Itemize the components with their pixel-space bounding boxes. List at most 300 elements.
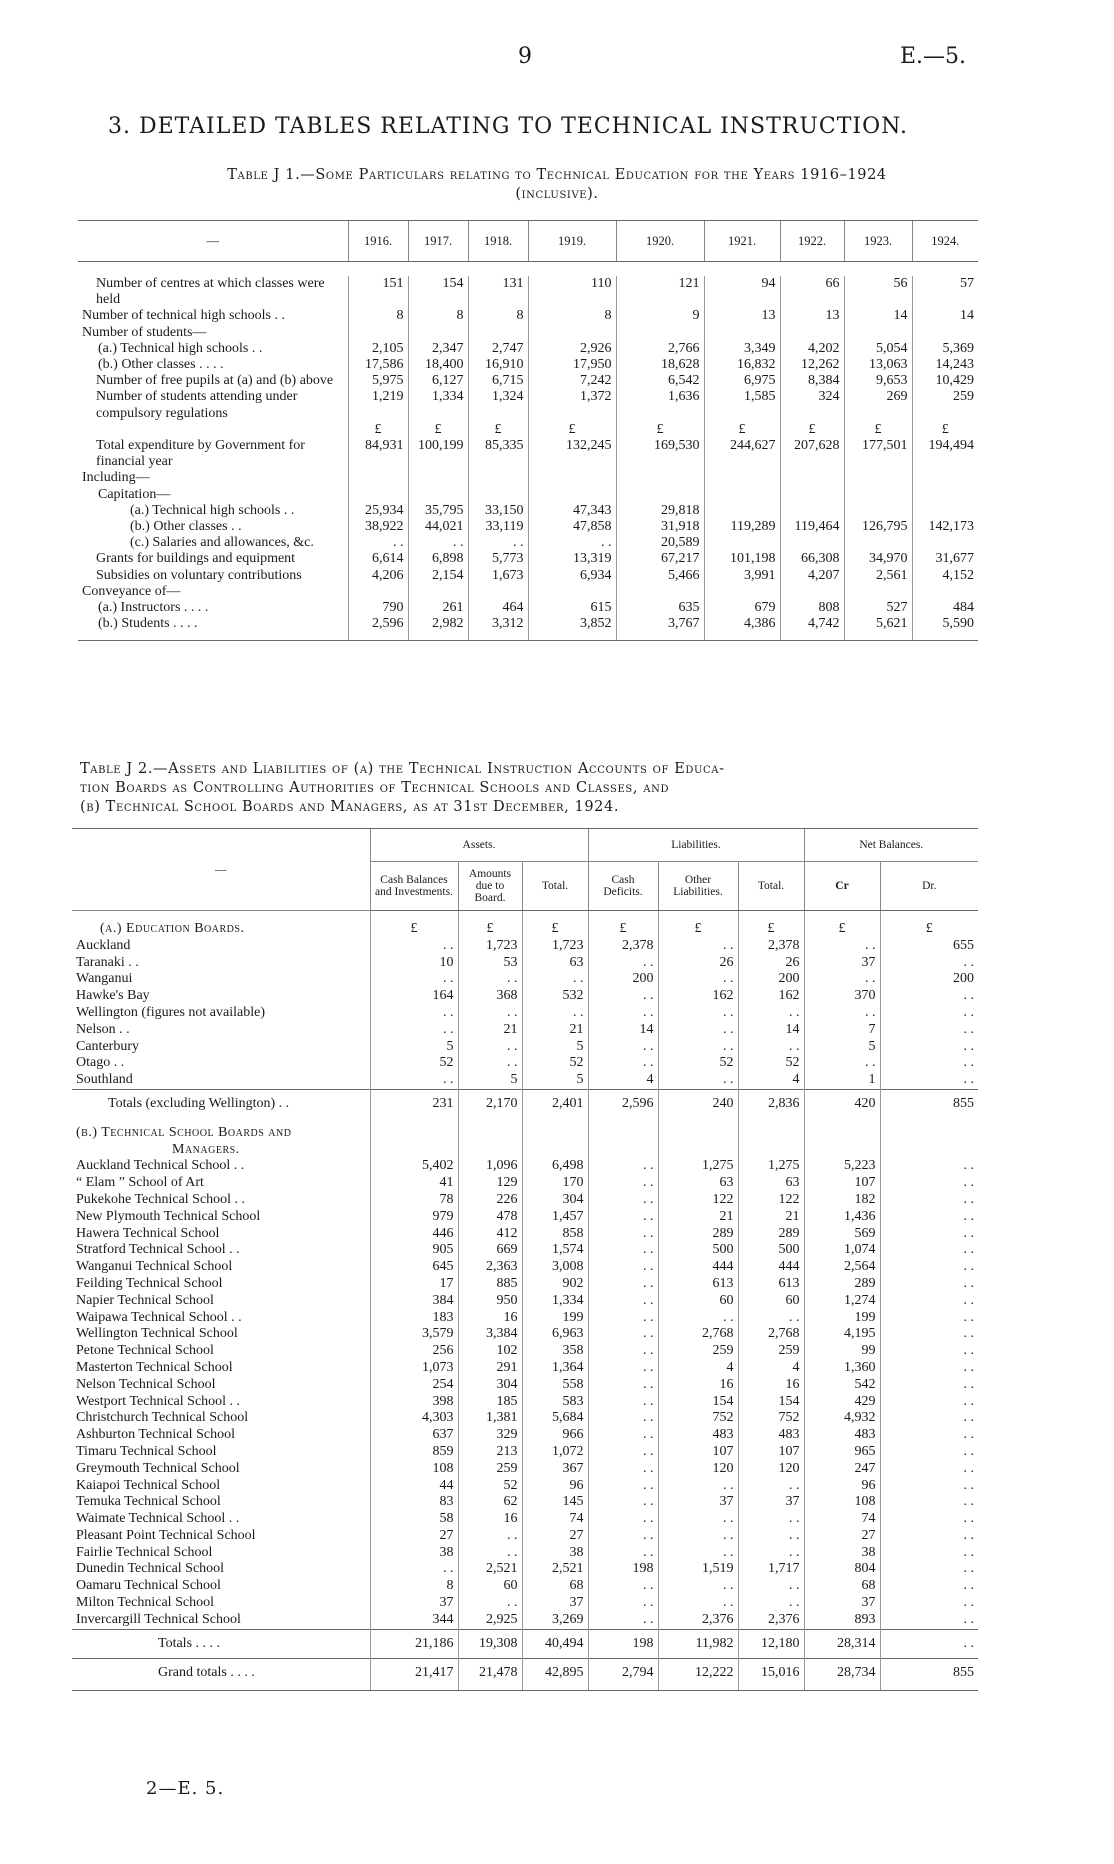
empty-cell (348, 487, 408, 503)
data-cell: 198 (588, 1629, 658, 1659)
data-cell: 21 (658, 1209, 738, 1226)
data-cell: 110 (528, 276, 616, 308)
empty-cell (704, 325, 780, 341)
pound-sign: £ (738, 911, 804, 938)
row-label: Auckland (76, 937, 131, 953)
data-cell: . . (458, 1595, 522, 1612)
data-cell: 84,931 (348, 438, 408, 470)
table-row (72, 1612, 978, 1629)
data-cell: . . (588, 1158, 658, 1175)
data-cell: 269 (844, 389, 912, 421)
pound-sign: £ (522, 911, 588, 938)
data-cell: 858 (522, 1226, 588, 1243)
data-cell: 169,530 (616, 438, 704, 470)
data-cell: . . (458, 1039, 522, 1056)
data-cell: 120 (658, 1461, 738, 1478)
section-a-title: (a.) Education Boards. (100, 921, 245, 936)
data-cell: 859 (370, 1444, 458, 1461)
data-cell: 329 (458, 1427, 522, 1444)
data-cell: . . (588, 1478, 658, 1495)
data-cell: . . (458, 1005, 522, 1022)
data-cell: 121 (616, 276, 704, 308)
table-j1-caption-line2: (inclusive). (515, 186, 599, 202)
data-cell: . . (658, 1072, 738, 1089)
data-cell: . . (658, 1578, 738, 1595)
data-cell: . . (880, 1175, 978, 1192)
data-cell: 1,372 (528, 389, 616, 421)
data-cell: 1,219 (348, 389, 408, 421)
data-cell: 9,653 (844, 373, 912, 389)
data-cell: 99 (804, 1343, 880, 1360)
data-cell: 259 (738, 1343, 804, 1360)
data-cell: 429 (804, 1394, 880, 1411)
col-header-cash-balances: Cash Balances and Investments. (370, 862, 458, 911)
row-label: (b.) Other classes . . . . (98, 357, 224, 373)
table-row (72, 1242, 978, 1259)
data-cell: 1,275 (658, 1158, 738, 1175)
data-cell: 11,982 (658, 1629, 738, 1659)
row-label: Taranaki . . (76, 954, 139, 970)
row-label: Capitation— (98, 486, 171, 502)
data-cell: 261 (408, 600, 468, 616)
data-cell: 16,832 (704, 357, 780, 373)
data-cell: 2,982 (408, 616, 468, 641)
year-header: 1922. (780, 221, 844, 262)
row-label: Hawke's Bay (76, 988, 150, 1004)
data-cell: . . (348, 535, 408, 551)
data-cell: 2,836 (738, 1089, 804, 1118)
data-cell: . . (588, 1427, 658, 1444)
year-header: 1923. (844, 221, 912, 262)
row-label: Wellington (figures not available) (76, 1004, 265, 1020)
table-row (78, 584, 978, 600)
data-cell: 8 (408, 308, 468, 324)
data-cell: 4,152 (912, 568, 978, 584)
empty-cell (348, 584, 408, 600)
data-cell: . . (738, 1528, 804, 1545)
data-cell: 12,262 (780, 357, 844, 373)
data-cell: 5,223 (804, 1158, 880, 1175)
data-cell: 398 (370, 1394, 458, 1411)
data-cell: 4 (738, 1360, 804, 1377)
table-j2-caption-line1: Table J 2.—Assets and Liabilities of (a) the Technical Instruction Accounts of Educa- (80, 761, 725, 777)
data-cell: . . (588, 1039, 658, 1056)
data-cell: . . (458, 971, 522, 988)
data-cell: 2,564 (804, 1259, 880, 1276)
data-cell: 1 (804, 1072, 880, 1089)
data-cell: 52 (738, 1055, 804, 1072)
data-cell: 6,715 (468, 373, 528, 389)
data-cell: 10 (370, 955, 458, 972)
data-cell: 94 (704, 276, 780, 308)
data-cell: . . (880, 1209, 978, 1226)
data-cell: 17 (370, 1276, 458, 1293)
data-cell: 14 (912, 308, 978, 324)
data-cell: . . (658, 1595, 738, 1612)
data-cell: 47,343 (528, 503, 616, 519)
table-row (72, 1360, 978, 1377)
data-cell: . . (880, 1192, 978, 1209)
data-cell: 6,898 (408, 551, 468, 567)
data-cell: 752 (738, 1410, 804, 1427)
table-row (78, 373, 978, 389)
data-cell: . . (880, 1259, 978, 1276)
table-j2-caption (80, 760, 980, 817)
currency-row (72, 911, 978, 938)
empty-cell (844, 325, 912, 341)
data-cell: 68 (522, 1578, 588, 1595)
data-cell: 3,312 (468, 616, 528, 641)
data-cell: 63 (738, 1175, 804, 1192)
data-cell: 1,334 (408, 389, 468, 421)
data-cell: 44,021 (408, 519, 468, 535)
data-cell: 542 (804, 1377, 880, 1394)
data-cell: 368 (458, 988, 522, 1005)
data-cell: 151 (348, 276, 408, 308)
data-cell: 3,767 (616, 616, 704, 641)
data-cell: 4,303 (370, 1410, 458, 1427)
data-cell: 33,150 (468, 503, 528, 519)
table-row (72, 1226, 978, 1243)
data-cell: 27 (522, 1528, 588, 1545)
data-cell: . . (880, 1528, 978, 1545)
data-cell: 254 (370, 1377, 458, 1394)
data-cell: 6,498 (522, 1158, 588, 1175)
page-code: E.—5. (900, 44, 967, 69)
row-label: (a.) Technical high schools . . (98, 340, 263, 356)
data-cell: 2,596 (348, 616, 408, 641)
data-cell: . . (880, 1461, 978, 1478)
data-cell: 289 (804, 1276, 880, 1293)
pound-sign: £ (844, 422, 912, 438)
data-cell: 259 (912, 389, 978, 421)
data-cell: . . (880, 1293, 978, 1310)
data-cell: 107 (804, 1175, 880, 1192)
data-cell: 52 (658, 1055, 738, 1072)
data-cell: 16 (738, 1377, 804, 1394)
data-cell: 28,734 (804, 1659, 880, 1691)
data-cell: 37 (522, 1595, 588, 1612)
data-cell: 5 (370, 1039, 458, 1056)
data-cell: 244,627 (704, 438, 780, 470)
row-label: Including— (82, 470, 150, 486)
data-cell: 26 (658, 955, 738, 972)
pound-sign: £ (458, 911, 522, 938)
empty-cell (780, 470, 844, 486)
row-label: Pukekohe Technical School . . (76, 1191, 246, 1207)
data-cell: 1,073 (370, 1360, 458, 1377)
data-cell: 162 (738, 988, 804, 1005)
table-row (72, 1022, 978, 1039)
data-cell: 107 (658, 1444, 738, 1461)
data-cell: 583 (522, 1394, 588, 1411)
empty-cell (880, 1142, 978, 1159)
table-row (72, 1005, 978, 1022)
data-cell: 7 (804, 1022, 880, 1039)
table-row (72, 1394, 978, 1411)
table-j1-caption (0, 166, 1114, 204)
data-cell: 4,206 (348, 568, 408, 584)
data-cell: 66 (780, 276, 844, 308)
data-cell: . . (658, 1478, 738, 1495)
empty-cell (704, 470, 780, 486)
empty-cell (780, 584, 844, 600)
table-row (72, 938, 978, 955)
data-cell: 4 (658, 1360, 738, 1377)
data-cell: 96 (804, 1478, 880, 1495)
data-cell: 1,274 (804, 1293, 880, 1310)
data-cell: 5 (458, 1072, 522, 1089)
data-cell: 483 (658, 1427, 738, 1444)
data-cell: 131 (468, 276, 528, 308)
row-label: Wanganui Technical School (76, 1259, 233, 1275)
data-cell: 5,684 (522, 1410, 588, 1427)
data-cell: . . (880, 1444, 978, 1461)
col-header-assets-total: Total. (522, 862, 588, 911)
empty-cell (704, 584, 780, 600)
table-j1-dash-header: — (78, 221, 348, 262)
data-cell: 58 (370, 1511, 458, 1528)
data-cell: 16 (458, 1310, 522, 1327)
empty-cell (804, 1119, 880, 1142)
pound-sign: £ (880, 911, 978, 938)
data-cell: . . (738, 1005, 804, 1022)
data-cell: 170 (522, 1175, 588, 1192)
data-cell: 66,308 (780, 551, 844, 567)
empty-cell (780, 325, 844, 341)
data-cell: 5,773 (468, 551, 528, 567)
data-cell: . . (588, 1394, 658, 1411)
data-cell: 6,614 (348, 551, 408, 567)
data-cell: 200 (588, 971, 658, 988)
assets-header: Assets. (370, 829, 588, 862)
pound-sign: £ (616, 422, 704, 438)
table-row (72, 1461, 978, 1478)
data-cell: . . (880, 1343, 978, 1360)
empty-cell (522, 1119, 588, 1142)
empty-cell (348, 470, 408, 486)
data-cell: . . (588, 1343, 658, 1360)
data-cell: 44 (370, 1478, 458, 1495)
data-cell: 613 (738, 1276, 804, 1293)
data-cell: . . (588, 1461, 658, 1478)
pound-sign: £ (804, 911, 880, 938)
table-row (72, 1055, 978, 1072)
empty-cell (528, 584, 616, 600)
data-cell: . . (458, 1528, 522, 1545)
row-label: Wellington Technical School (76, 1326, 238, 1342)
data-cell: 2,596 (588, 1089, 658, 1118)
year-header: 1920. (616, 221, 704, 262)
data-cell: . . (658, 971, 738, 988)
data-cell: 7,242 (528, 373, 616, 389)
data-cell: 60 (458, 1578, 522, 1595)
data-cell: . . (738, 1545, 804, 1562)
data-cell: . . (658, 1511, 738, 1528)
data-cell: 2,378 (588, 938, 658, 955)
data-cell: . . (588, 1360, 658, 1377)
data-cell: 500 (738, 1242, 804, 1259)
table-row (72, 1209, 978, 1226)
empty-cell (528, 470, 616, 486)
data-cell: . . (408, 535, 468, 551)
data-cell: 464 (468, 600, 528, 616)
section-b-title: (b.) Technical School Boards and (76, 1124, 292, 1140)
combined-data-cell: 126,795 (844, 503, 912, 552)
col-header-cr: Cr (804, 862, 880, 911)
row-label: Totals . . . . (72, 1629, 370, 1659)
data-cell: 37 (738, 1494, 804, 1511)
row-label: Number of free pupils at (a) and (b) above (96, 373, 334, 389)
row-label: Masterton Technical School (76, 1359, 233, 1375)
data-cell: 8,384 (780, 373, 844, 389)
data-cell: . . (588, 1578, 658, 1595)
row-label: Conveyance of— (82, 583, 181, 599)
data-cell: 855 (880, 1659, 978, 1691)
data-cell: 752 (658, 1410, 738, 1427)
data-cell: . . (880, 1410, 978, 1427)
data-cell: 2,521 (458, 1561, 522, 1578)
data-cell: 231 (370, 1089, 458, 1118)
data-cell: 532 (522, 988, 588, 1005)
data-cell: . . (588, 1005, 658, 1022)
data-cell: 637 (370, 1427, 458, 1444)
data-cell: 966 (522, 1427, 588, 1444)
table-j2-group-header-row (72, 829, 978, 862)
empty-cell (408, 470, 468, 486)
data-cell: 35,795 (408, 503, 468, 519)
data-cell: 6,127 (408, 373, 468, 389)
data-cell: 52 (458, 1478, 522, 1495)
spacer-row (78, 262, 978, 277)
data-cell: . . (880, 1511, 978, 1528)
data-cell: 4 (738, 1072, 804, 1089)
data-cell: 5,975 (348, 373, 408, 389)
data-cell: 9 (616, 308, 704, 324)
empty-cell (844, 487, 912, 503)
data-cell: . . (588, 1209, 658, 1226)
data-cell: 569 (804, 1226, 880, 1243)
data-cell: 13,063 (844, 357, 912, 373)
data-cell: 199 (804, 1310, 880, 1327)
empty-cell (780, 487, 844, 503)
data-cell: 2,347 (408, 341, 468, 357)
data-cell: . . (658, 1039, 738, 1056)
row-label: Kaiapoi Technical School (76, 1477, 221, 1493)
year-header: 1916. (348, 221, 408, 262)
data-cell: 2,105 (348, 341, 408, 357)
data-cell: 25,934 (348, 503, 408, 519)
data-cell: 1,360 (804, 1360, 880, 1377)
data-cell: 1,436 (804, 1209, 880, 1226)
combined-data-cell: 119,464 (780, 503, 844, 552)
data-cell: 154 (408, 276, 468, 308)
data-cell: 16,910 (468, 357, 528, 373)
data-cell: 13 (780, 308, 844, 324)
data-cell: . . (370, 971, 458, 988)
page-number: 9 (518, 44, 532, 69)
data-cell: . . (880, 1494, 978, 1511)
data-cell: 1,723 (458, 938, 522, 955)
row-label: Nelson . . (76, 1021, 130, 1037)
row-label: (a.) Technical high schools . . (130, 502, 295, 518)
data-cell: 635 (616, 600, 704, 616)
data-cell: 213 (458, 1444, 522, 1461)
data-cell: 52 (370, 1055, 458, 1072)
data-cell: . . (588, 988, 658, 1005)
table-row (72, 1175, 978, 1192)
row-label: Number of technical high schools . . (82, 308, 285, 324)
data-cell: . . (880, 1394, 978, 1411)
empty-cell (408, 487, 468, 503)
table-j1-caption-line1: Table J 1.—Some Particulars relating to Technical Education for the Years 1916–1924 (227, 167, 887, 183)
data-cell: 21 (738, 1209, 804, 1226)
totals-row (72, 1629, 978, 1659)
data-cell: 5,590 (912, 616, 978, 641)
data-cell: . . (880, 1612, 978, 1629)
data-cell: 902 (522, 1276, 588, 1293)
data-cell: 645 (370, 1259, 458, 1276)
data-cell: 4,932 (804, 1410, 880, 1427)
data-cell: . . (880, 955, 978, 972)
table-row (72, 1326, 978, 1343)
pound-sign: £ (468, 422, 528, 438)
data-cell: 1,723 (522, 938, 588, 955)
data-cell: 74 (804, 1511, 880, 1528)
data-cell: 101,198 (704, 551, 780, 567)
row-label: Southland (76, 1072, 133, 1088)
row-label: Nelson Technical School (76, 1376, 216, 1392)
data-cell: 41 (370, 1175, 458, 1192)
pound-sign: £ (370, 911, 458, 938)
data-cell: 13 (704, 308, 780, 324)
data-cell: 3,349 (704, 341, 780, 357)
data-cell: 199 (522, 1310, 588, 1327)
empty-cell (912, 325, 978, 341)
data-cell: 200 (880, 971, 978, 988)
data-cell: . . (738, 1595, 804, 1612)
table-j2 (72, 828, 978, 1691)
row-label: Subsidies on voluntary contributions (96, 567, 302, 583)
table-row (72, 1511, 978, 1528)
data-cell: 2,170 (458, 1089, 522, 1118)
data-cell: 182 (804, 1192, 880, 1209)
data-cell: 3,991 (704, 568, 780, 584)
pound-sign: £ (780, 422, 844, 438)
data-cell: 42,895 (522, 1659, 588, 1691)
row-label: Greymouth Technical School (76, 1460, 240, 1476)
data-cell: . . (880, 1022, 978, 1039)
data-cell: 122 (658, 1192, 738, 1209)
data-cell: 14 (588, 1022, 658, 1039)
data-cell: 6,975 (704, 373, 780, 389)
data-cell: 420 (804, 1089, 880, 1118)
data-cell: 679 (704, 600, 780, 616)
data-cell: 291 (458, 1360, 522, 1377)
table-row (78, 341, 978, 357)
data-cell: 2,768 (658, 1326, 738, 1343)
row-label: Ashburton Technical School (76, 1427, 235, 1443)
row-label: (a.) Instructors . . . . (98, 600, 209, 616)
data-cell: 2,401 (522, 1089, 588, 1118)
data-cell: . . (804, 1055, 880, 1072)
empty-cell (804, 1142, 880, 1159)
data-cell: 38,922 (348, 519, 408, 535)
empty-cell (880, 1119, 978, 1142)
table-row (72, 1528, 978, 1545)
row-label: Wanganui (76, 971, 133, 987)
data-cell: . . (370, 938, 458, 955)
